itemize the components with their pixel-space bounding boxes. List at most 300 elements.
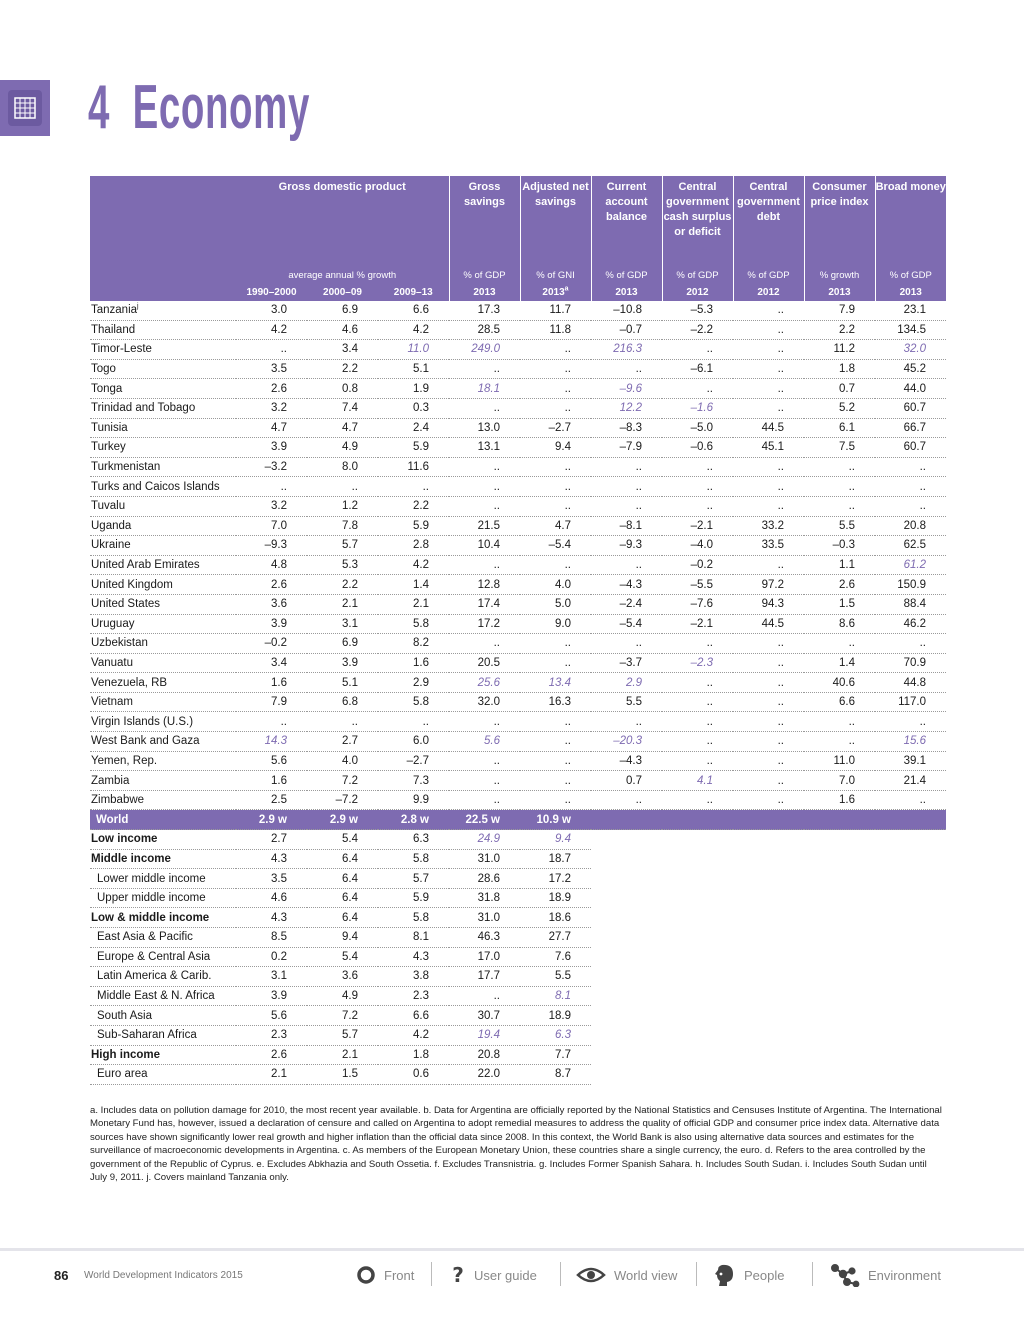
- value-cell: ..: [449, 712, 520, 732]
- value-cell: 1.4: [804, 653, 875, 673]
- empty-cell: [804, 1065, 875, 1085]
- value-cell: 2.6: [236, 575, 307, 595]
- empty-cell: [875, 1065, 946, 1085]
- value-cell: 1.1: [804, 555, 875, 575]
- value-cell: 6.1: [804, 418, 875, 438]
- value-cell: 7.9: [804, 301, 875, 320]
- value-cell: 6.6: [378, 301, 449, 320]
- chapter-title: [88, 72, 310, 143]
- footnotes: a. Includes data on pollution damage for 2010, the most recent year available. b. Data for Argentina are officially reported by the National Statistics and Censuses Institute of Argentina. The International Monetary Fund has, however, issued a declaration of censure and called on Argentina to adopt remedial measures to address the quality of official GDP and consumer price index data. Alternative data sources have shown significantly lower real growth and higher inflation than the official data since 2008. In this context, the World Bank is also using alternative data sources and estimates for the surveillance of macroeconomic developments in Argentina. c. As members of the European Monetary Union, these countries share a single currency, the euro. d. Refers to the area controlled by the government of the Republic of Cyprus. e. Excludes Abkhazia and South Ossetia. f. Excludes Transnistria. g. Includes Former Spanish Sahara. h. Includes South Sudan. i. Includes South Sudan until July 9, 2011. j. Covers mainland Tanzania only.: [90, 1105, 942, 1184]
- value-cell: ..: [733, 496, 804, 516]
- row-name: Europe & Central Asia: [90, 947, 236, 967]
- nav-separator: [431, 1262, 432, 1286]
- value-cell: ..: [449, 398, 520, 418]
- nav-separator: [812, 1262, 813, 1286]
- row-name: Vanuatu: [90, 653, 236, 673]
- nav-people[interactable]: [714, 1262, 784, 1288]
- row-name: Euro area: [90, 1065, 236, 1085]
- value-cell: 11.0: [804, 751, 875, 771]
- row-name: Tanzania$^j$: [90, 301, 236, 320]
- value-cell: 7.3: [378, 771, 449, 791]
- value-cell: 1.6: [236, 771, 307, 791]
- value-cell: ..: [520, 340, 591, 360]
- empty-cell: [591, 928, 662, 948]
- value-cell: 5.4: [307, 947, 378, 967]
- footer-divider: [0, 1248, 1024, 1251]
- value-cell: 9.4: [520, 830, 591, 850]
- table-row: [90, 516, 946, 536]
- aggregate-row: [90, 1065, 946, 1085]
- value-cell: ..: [662, 634, 733, 654]
- value-cell: 30.7: [449, 1006, 520, 1026]
- value-cell: 5.3: [307, 555, 378, 575]
- economy-table: [90, 176, 944, 1085]
- value-cell: 18.6: [520, 908, 591, 928]
- value-cell: ..: [449, 771, 520, 791]
- value-cell: –2.1: [662, 614, 733, 634]
- empty-cell: [662, 869, 733, 889]
- value-cell: –0.7: [591, 320, 662, 340]
- empty-cell: [875, 967, 946, 987]
- value-cell: ..: [875, 790, 946, 810]
- value-cell: ..: [591, 555, 662, 575]
- value-cell: 1.6: [378, 653, 449, 673]
- header-govt-debt: Central government debt: [733, 176, 804, 267]
- value-cell: 23.1: [875, 301, 946, 320]
- row-name: Uzbekistan: [90, 634, 236, 654]
- value-cell: ..: [733, 477, 804, 497]
- empty-cell: [733, 947, 804, 967]
- empty-cell: [733, 849, 804, 869]
- value-cell: 11.7: [520, 301, 591, 320]
- question-mark-icon: [450, 1264, 466, 1286]
- world-row: [90, 810, 946, 830]
- ring-icon: [356, 1265, 376, 1285]
- row-name: East Asia & Pacific: [90, 928, 236, 948]
- value-cell: –4.3: [591, 575, 662, 595]
- value-cell: 6.3: [520, 1025, 591, 1045]
- table-row: [90, 379, 946, 399]
- value-cell: 1.8: [804, 359, 875, 379]
- value-cell: 44.0: [875, 379, 946, 399]
- value-cell: 12.8: [449, 575, 520, 595]
- year-cell: 2013: [875, 283, 946, 301]
- row-name: Zimbabwe: [90, 790, 236, 810]
- year-cell: 2013: [449, 283, 520, 301]
- value-cell: 3.1: [236, 967, 307, 987]
- empty-cell: [875, 1045, 946, 1065]
- value-cell: 7.7: [520, 1045, 591, 1065]
- table-row: [90, 575, 946, 595]
- value-cell: 4.7: [307, 418, 378, 438]
- value-cell: 7.5: [804, 438, 875, 458]
- row-name: United Kingdom: [90, 575, 236, 595]
- head-profile-icon: [714, 1263, 736, 1287]
- value-cell: 8.6: [804, 614, 875, 634]
- value-cell: 20.5: [449, 653, 520, 673]
- value-cell: ..: [449, 790, 520, 810]
- unit-gdp: average annual % growth: [236, 267, 449, 283]
- value-cell: 6.4: [307, 869, 378, 889]
- empty-cell: [591, 1045, 662, 1065]
- header-current-account: Current account balance: [591, 176, 662, 267]
- aggregate-row: [90, 928, 946, 948]
- nav-world-view[interactable]: [576, 1262, 677, 1288]
- year-cell: 2009–13: [378, 283, 449, 301]
- empty-cell: [875, 928, 946, 948]
- value-cell: ..: [591, 634, 662, 654]
- value-cell: 2.1: [378, 594, 449, 614]
- value-cell: 4.8: [236, 555, 307, 575]
- value-cell: ..: [875, 477, 946, 497]
- table-row: [90, 732, 946, 752]
- empty-cell: [591, 908, 662, 928]
- value-cell: 17.0: [449, 947, 520, 967]
- value-cell: ..: [449, 986, 520, 1006]
- value-cell: ..: [733, 301, 804, 320]
- value-cell: 6.8: [307, 692, 378, 712]
- value-cell: 3.0: [236, 301, 307, 320]
- table-row: [90, 614, 946, 634]
- value-cell: –9.3: [591, 536, 662, 556]
- nav-separator: [696, 1262, 697, 1286]
- value-cell: –0.2: [662, 555, 733, 575]
- table-row: [90, 634, 946, 654]
- empty-cell: [804, 947, 875, 967]
- row-name: Ukraine: [90, 536, 236, 556]
- value-cell: 2.2: [307, 575, 378, 595]
- value-cell: 7.4: [307, 398, 378, 418]
- value-cell: 7.2: [307, 771, 378, 791]
- value-cell: 7.9: [236, 692, 307, 712]
- value-cell: 4.7: [236, 418, 307, 438]
- aggregate-row: [90, 869, 946, 889]
- value-cell: ..: [733, 320, 804, 340]
- value-cell: 10.9 w: [520, 810, 591, 830]
- value-cell: ..: [520, 359, 591, 379]
- value-cell: 8.0: [307, 457, 378, 477]
- empty-cell: [591, 947, 662, 967]
- empty-cell: [591, 849, 662, 869]
- value-cell: ..: [875, 634, 946, 654]
- value-cell: 5.6: [236, 1006, 307, 1026]
- value-cell: ..: [733, 751, 804, 771]
- eye-icon: [576, 1265, 606, 1285]
- value-cell: ..: [804, 457, 875, 477]
- value-cell: 2.8: [378, 536, 449, 556]
- empty-cell: [733, 888, 804, 908]
- value-cell: 45.1: [733, 438, 804, 458]
- value-cell: ..: [236, 477, 307, 497]
- row-name: Turks and Caicos Islands: [90, 477, 236, 497]
- empty-cell: [875, 830, 946, 850]
- table-row: [90, 555, 946, 575]
- value-cell: ..: [520, 771, 591, 791]
- value-cell: –5.0: [662, 418, 733, 438]
- value-cell: 0.8: [307, 379, 378, 399]
- value-cell: 5.7: [378, 869, 449, 889]
- empty-cell: [733, 1025, 804, 1045]
- value-cell: 2.4: [378, 418, 449, 438]
- aggregate-row: [90, 849, 946, 869]
- value-cell: 28.5: [449, 320, 520, 340]
- empty-cell: [733, 830, 804, 850]
- value-cell: 1.5: [804, 594, 875, 614]
- row-name: Tunisia: [90, 418, 236, 438]
- empty-cell: [875, 947, 946, 967]
- table-row: [90, 418, 946, 438]
- row-name: Latin America & Carib.: [90, 967, 236, 987]
- table-row: [90, 790, 946, 810]
- value-cell: 3.6: [236, 594, 307, 614]
- empty-cell: [733, 908, 804, 928]
- unit-cell: % of GDP: [449, 267, 520, 283]
- value-cell: ..: [378, 712, 449, 732]
- aggregate-row: [90, 1025, 946, 1045]
- value-cell: –2.7: [520, 418, 591, 438]
- value-cell: 2.7: [307, 732, 378, 752]
- value-cell: 1.2: [307, 496, 378, 516]
- nav-user-guide[interactable]: [450, 1262, 537, 1288]
- nav-front[interactable]: [356, 1262, 414, 1288]
- empty-cell: [804, 908, 875, 928]
- value-cell: –3.7: [591, 653, 662, 673]
- value-cell: 117.0: [875, 692, 946, 712]
- value-cell: 4.6: [307, 320, 378, 340]
- value-cell: ..: [733, 634, 804, 654]
- value-cell: 7.6: [520, 947, 591, 967]
- empty-cell: [875, 888, 946, 908]
- value-cell: 6.3: [378, 830, 449, 850]
- value-cell: 3.6: [307, 967, 378, 987]
- empty-cell: [662, 1025, 733, 1045]
- value-cell: 31.0: [449, 849, 520, 869]
- value-cell: 5.8: [378, 908, 449, 928]
- value-cell: 61.2: [875, 555, 946, 575]
- aggregate-row: [90, 908, 946, 928]
- value-cell: ..: [662, 477, 733, 497]
- value-cell: –8.1: [591, 516, 662, 536]
- value-cell: ..: [591, 790, 662, 810]
- value-cell: 9.4: [520, 438, 591, 458]
- year-cell: 2013: [591, 283, 662, 301]
- value-cell: ..: [449, 751, 520, 771]
- value-cell: ..: [591, 457, 662, 477]
- value-cell: ..: [520, 477, 591, 497]
- table-row: [90, 673, 946, 693]
- value-cell: ..: [520, 496, 591, 516]
- publication-name: World Development Indicators 2015: [84, 1270, 243, 1281]
- value-cell: 2.1: [307, 594, 378, 614]
- value-cell: 17.7: [449, 967, 520, 987]
- row-name: West Bank and Gaza: [90, 732, 236, 752]
- value-cell: 8.5: [236, 928, 307, 948]
- value-cell: 5.5: [804, 516, 875, 536]
- row-name: Turkmenistan: [90, 457, 236, 477]
- value-cell: 15.6: [875, 732, 946, 752]
- value-cell: ..: [449, 555, 520, 575]
- value-cell: 2.8 w: [378, 810, 449, 830]
- header-gdp: Gross domestic product: [236, 176, 449, 267]
- table-row: [90, 477, 946, 497]
- value-cell: 46.2: [875, 614, 946, 634]
- value-cell: ..: [662, 340, 733, 360]
- value-cell: ..: [449, 457, 520, 477]
- value-cell: ..: [662, 751, 733, 771]
- value-cell: –3.2: [236, 457, 307, 477]
- empty-cell: [875, 1006, 946, 1026]
- value-cell: 1.4: [378, 575, 449, 595]
- empty-cell: [662, 928, 733, 948]
- value-cell: ..: [804, 477, 875, 497]
- row-name: Tonga: [90, 379, 236, 399]
- value-cell: ..: [307, 477, 378, 497]
- value-cell: –7.6: [662, 594, 733, 614]
- value-cell: 8.1: [520, 986, 591, 1006]
- value-cell: 4.2: [236, 320, 307, 340]
- value-cell: ..: [733, 790, 804, 810]
- value-cell: 5.1: [378, 359, 449, 379]
- molecule-icon: [830, 1263, 860, 1287]
- table-row: [90, 398, 946, 418]
- value-cell: 5.6: [236, 751, 307, 771]
- value-cell: ..: [662, 692, 733, 712]
- unit-cell: % of GDP: [733, 267, 804, 283]
- value-cell: ..: [662, 790, 733, 810]
- value-cell: 18.9: [520, 888, 591, 908]
- aggregate-row: [90, 830, 946, 850]
- value-cell: 4.2: [378, 1025, 449, 1045]
- header-cpi: Consumer price index: [804, 176, 875, 267]
- value-cell: 31.0: [449, 908, 520, 928]
- value-cell: 5.2: [804, 398, 875, 418]
- value-cell: 27.7: [520, 928, 591, 948]
- value-cell: –6.1: [662, 359, 733, 379]
- value-cell: –2.7: [378, 751, 449, 771]
- unit-cell: % growth: [804, 267, 875, 283]
- empty-cell: [804, 1025, 875, 1045]
- value-cell: 12.2: [591, 398, 662, 418]
- value-cell: 9.4: [307, 928, 378, 948]
- value-cell: ..: [449, 496, 520, 516]
- value-cell: 5.5: [520, 967, 591, 987]
- year-cell: 2012: [662, 283, 733, 301]
- value-cell: 60.7: [875, 438, 946, 458]
- row-name: Low income: [90, 830, 236, 850]
- year-cell: 2000–09: [307, 283, 378, 301]
- empty-cell: [804, 1006, 875, 1026]
- value-cell: 0.7: [804, 379, 875, 399]
- row-name: South Asia: [90, 1006, 236, 1026]
- value-cell: ..: [307, 712, 378, 732]
- value-cell: –5.5: [662, 575, 733, 595]
- value-cell: 1.5: [307, 1065, 378, 1085]
- aggregate-row: [90, 888, 946, 908]
- empty-cell: [662, 1065, 733, 1085]
- empty-cell: [662, 1006, 733, 1026]
- table-row: [90, 712, 946, 732]
- value-cell: 18.1: [449, 379, 520, 399]
- value-cell: 5.9: [378, 516, 449, 536]
- value-cell: ..: [733, 653, 804, 673]
- empty-cell: [875, 849, 946, 869]
- value-cell: 70.9: [875, 653, 946, 673]
- value-cell: 28.6: [449, 869, 520, 889]
- value-cell: 1.9: [378, 379, 449, 399]
- value-cell: ..: [520, 457, 591, 477]
- value-cell: 18.7: [520, 849, 591, 869]
- unit-cell: % of GDP: [875, 267, 946, 283]
- value-cell: 33.2: [733, 516, 804, 536]
- value-cell: 9.9: [378, 790, 449, 810]
- nav-separator: [560, 1262, 561, 1286]
- value-cell: 216.3: [591, 340, 662, 360]
- value-cell: ..: [591, 359, 662, 379]
- value-cell: 21.4: [875, 771, 946, 791]
- empty-cell: [591, 810, 662, 830]
- value-cell: 2.9: [591, 673, 662, 693]
- empty-cell: [875, 1025, 946, 1045]
- value-cell: ..: [733, 555, 804, 575]
- value-cell: 0.7: [591, 771, 662, 791]
- header-broad-money: Broad money: [875, 176, 946, 267]
- empty-cell: [804, 830, 875, 850]
- nav-world-view-label: World view: [614, 1267, 678, 1283]
- value-cell: 3.8: [378, 967, 449, 987]
- value-cell: 2.6: [236, 1045, 307, 1065]
- table-row: [90, 594, 946, 614]
- value-cell: 13.0: [449, 418, 520, 438]
- year-cell: 1990–2000: [236, 283, 307, 301]
- value-cell: 3.9: [236, 986, 307, 1006]
- row-name: Togo: [90, 359, 236, 379]
- value-cell: 18.9: [520, 1006, 591, 1026]
- empty-cell: [804, 869, 875, 889]
- row-name: Turkey: [90, 438, 236, 458]
- value-cell: 25.6: [449, 673, 520, 693]
- value-cell: 2.9: [378, 673, 449, 693]
- value-cell: 44.8: [875, 673, 946, 693]
- value-cell: 6.4: [307, 908, 378, 928]
- row-name: Yemen, Rep.: [90, 751, 236, 771]
- value-cell: ..: [804, 712, 875, 732]
- value-cell: 3.9: [307, 653, 378, 673]
- value-cell: –7.2: [307, 790, 378, 810]
- value-cell: ..: [662, 673, 733, 693]
- value-cell: 5.1: [307, 673, 378, 693]
- value-cell: 7.8: [307, 516, 378, 536]
- empty-cell: [662, 967, 733, 987]
- row-name: Middle East & N. Africa: [90, 986, 236, 1006]
- value-cell: 14.3: [236, 732, 307, 752]
- value-cell: 3.2: [236, 398, 307, 418]
- table-row: [90, 457, 946, 477]
- value-cell: 1.6: [804, 790, 875, 810]
- header-cash-surplus: Central government cash surplus or deficit: [662, 176, 733, 267]
- value-cell: ..: [662, 712, 733, 732]
- value-cell: 4.6: [236, 888, 307, 908]
- nav-environment[interactable]: [830, 1262, 941, 1288]
- value-cell: 17.2: [449, 614, 520, 634]
- unit-cell: % of GDP: [662, 267, 733, 283]
- row-name: World: [90, 810, 236, 830]
- table-row: [90, 340, 946, 360]
- value-cell: ..: [733, 359, 804, 379]
- value-cell: 5.9: [378, 438, 449, 458]
- value-cell: 2.1: [236, 1065, 307, 1085]
- table-body: [90, 301, 946, 1084]
- value-cell: 22.5 w: [449, 810, 520, 830]
